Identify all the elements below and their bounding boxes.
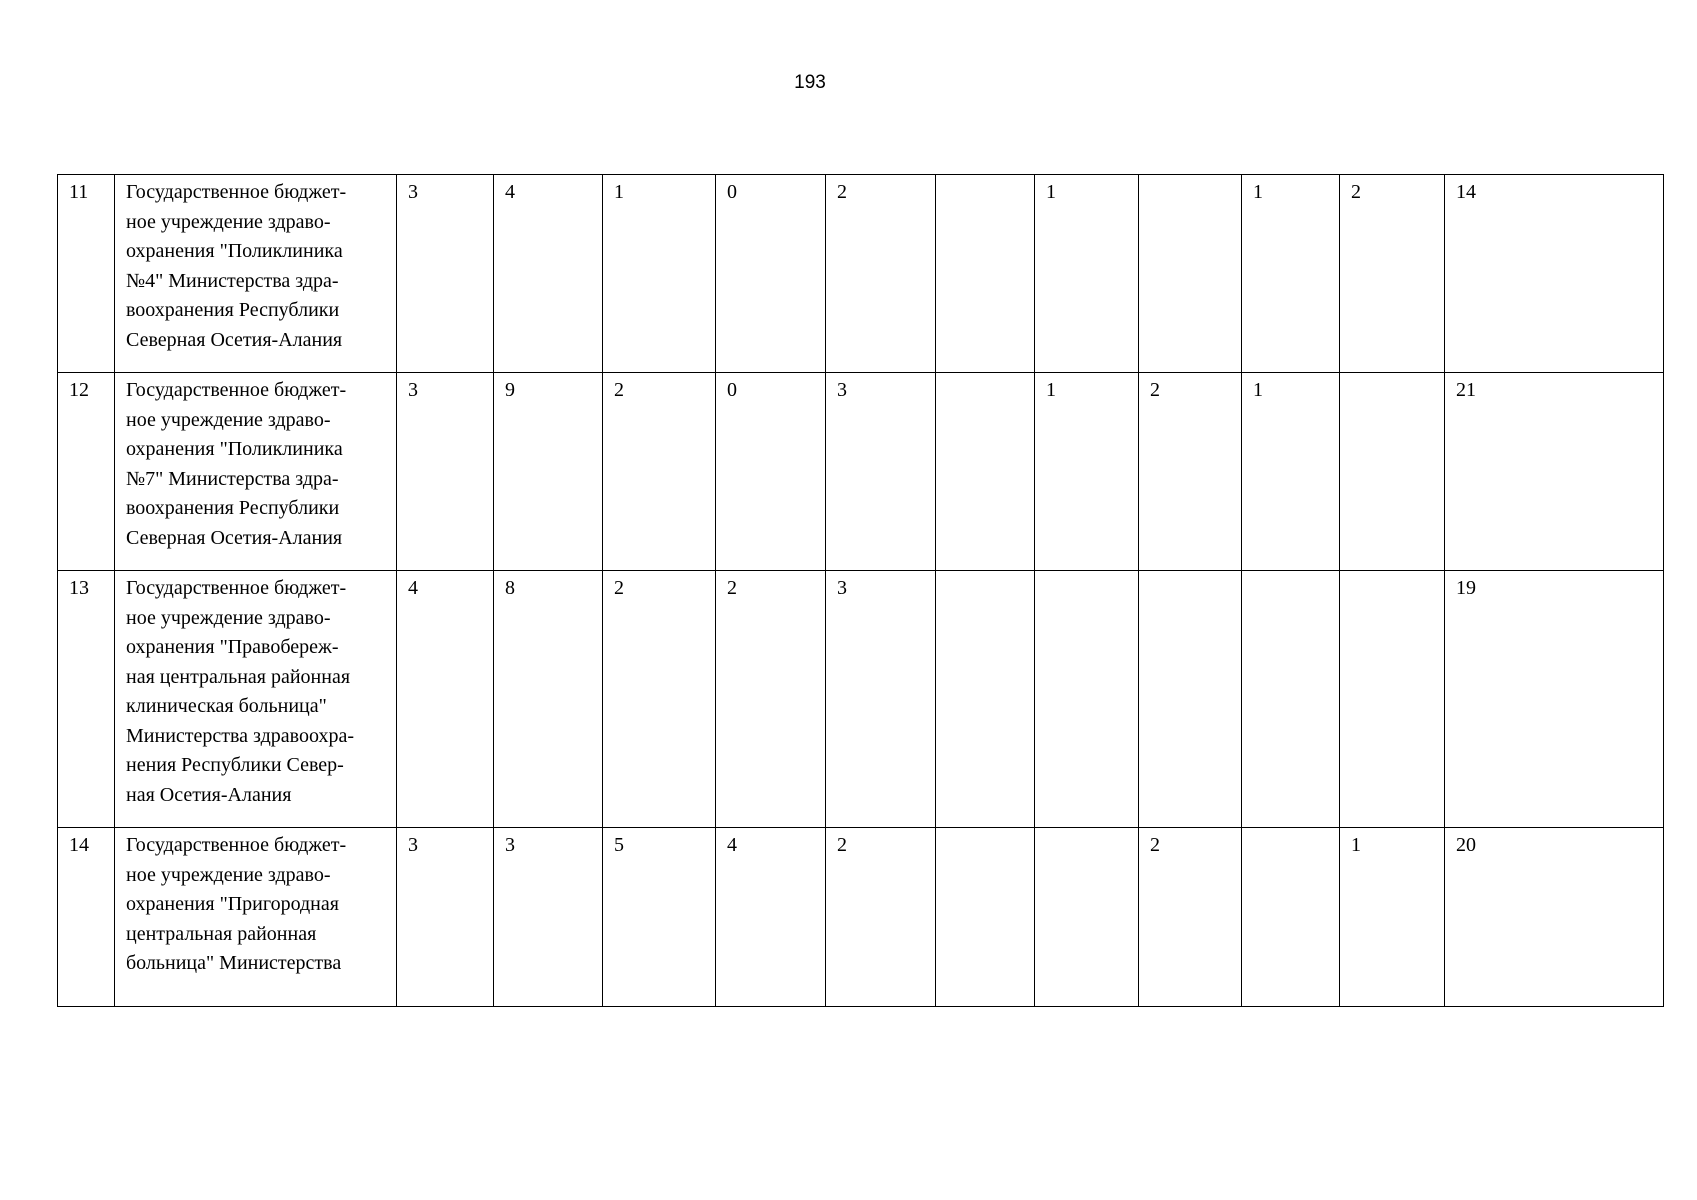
institution-name-line: ная Осетия-Алания xyxy=(126,783,292,806)
value-cell xyxy=(1242,571,1340,828)
institution-name-line: Государственное бюджет- xyxy=(126,379,347,401)
institution-name-line: ное учреждение здраво- xyxy=(126,863,331,886)
institution-name-cell xyxy=(115,373,397,571)
institution-name-line: ное учреждение здраво- xyxy=(126,408,331,431)
institution-name-line: Государственное бюджет- xyxy=(126,834,347,856)
value-cell: 5 xyxy=(603,828,716,1007)
value-cell xyxy=(936,828,1035,1007)
value-cell: 1 xyxy=(603,175,716,373)
value-cell xyxy=(1035,828,1139,1007)
value-cell: 0 xyxy=(716,175,826,373)
value-cell: 2 xyxy=(603,373,716,571)
row-number-cell: 14 xyxy=(58,828,115,1007)
table-row xyxy=(58,373,1664,571)
value-cell: 3 xyxy=(397,373,494,571)
value-cell: 3 xyxy=(494,828,603,1007)
institution-name-line: Северная Осетия-Алания xyxy=(126,526,343,549)
value-cell: 1 xyxy=(1242,175,1340,373)
total-cell: 20 xyxy=(1445,828,1664,1007)
table-row xyxy=(58,571,1664,828)
institution-name-line: Государственное бюджет- xyxy=(126,181,347,203)
institution-name-line: ная центральная районная xyxy=(126,665,351,688)
row-number-cell: 13 xyxy=(58,571,115,828)
value-cell: 0 xyxy=(716,373,826,571)
value-cell: 3 xyxy=(826,373,936,571)
institution-name-cell xyxy=(115,828,397,1007)
data-table xyxy=(57,174,1664,1007)
total-cell: 14 xyxy=(1445,175,1664,373)
institution-name-line: Министерства здравоохра- xyxy=(126,724,354,747)
value-cell: 2 xyxy=(826,175,936,373)
value-cell xyxy=(1242,828,1340,1007)
table-row xyxy=(58,828,1664,1007)
value-cell: 1 xyxy=(1242,373,1340,571)
institution-name-line: охранения "Поликлиника xyxy=(126,240,343,262)
table-row xyxy=(58,175,1664,373)
institution-name-line: клиническая больница" xyxy=(126,695,327,717)
institution-name-line: воохранения Республики xyxy=(126,299,340,321)
value-cell: 3 xyxy=(826,571,936,828)
value-cell xyxy=(936,571,1035,828)
value-cell: 1 xyxy=(1340,828,1445,1007)
value-cell: 2 xyxy=(716,571,826,828)
value-cell xyxy=(1340,571,1445,828)
value-cell: 2 xyxy=(826,828,936,1007)
row-number-cell: 12 xyxy=(58,373,115,571)
institution-name-line: больница" Министерства xyxy=(126,952,342,974)
institution-name-line: нения Республики Север- xyxy=(126,754,344,776)
value-cell: 2 xyxy=(603,571,716,828)
page-number: 193 xyxy=(794,72,826,93)
value-cell xyxy=(936,373,1035,571)
institution-name-cell xyxy=(115,571,397,828)
institution-name-line: №4" Министерства здра- xyxy=(126,269,339,292)
total-cell: 21 xyxy=(1445,373,1664,571)
institution-name-line: Северная Осетия-Алания xyxy=(126,328,343,351)
value-cell: 3 xyxy=(397,175,494,373)
value-cell: 1 xyxy=(1035,175,1139,373)
value-cell: 2 xyxy=(1139,828,1242,1007)
institution-name-line: охранения "Пригородная xyxy=(126,893,339,915)
institution-name-line: воохранения Республики xyxy=(126,497,340,519)
value-cell: 1 xyxy=(1035,373,1139,571)
value-cell: 9 xyxy=(494,373,603,571)
row-number-cell: 11 xyxy=(58,175,115,373)
institution-name-line: №7" Министерства здра- xyxy=(126,467,339,490)
value-cell: 4 xyxy=(397,571,494,828)
institution-name-line: охранения "Правобереж- xyxy=(126,636,339,658)
institution-name-line: ное учреждение здраво- xyxy=(126,210,331,233)
value-cell xyxy=(1139,175,1242,373)
value-cell: 4 xyxy=(494,175,603,373)
value-cell: 3 xyxy=(397,828,494,1007)
value-cell: 2 xyxy=(1139,373,1242,571)
value-cell xyxy=(1035,571,1139,828)
institution-name-cell xyxy=(115,175,397,373)
value-cell xyxy=(936,175,1035,373)
value-cell xyxy=(1139,571,1242,828)
value-cell xyxy=(1340,373,1445,571)
value-cell: 8 xyxy=(494,571,603,828)
institution-name-line: ное учреждение здраво- xyxy=(126,606,331,629)
institution-name-line: центральная районная xyxy=(126,922,317,945)
value-cell: 4 xyxy=(716,828,826,1007)
total-cell: 19 xyxy=(1445,571,1664,828)
value-cell: 2 xyxy=(1340,175,1445,373)
institution-name-line: Государственное бюджет- xyxy=(126,577,347,599)
institution-name-line: охранения "Поликлиника xyxy=(126,438,343,460)
